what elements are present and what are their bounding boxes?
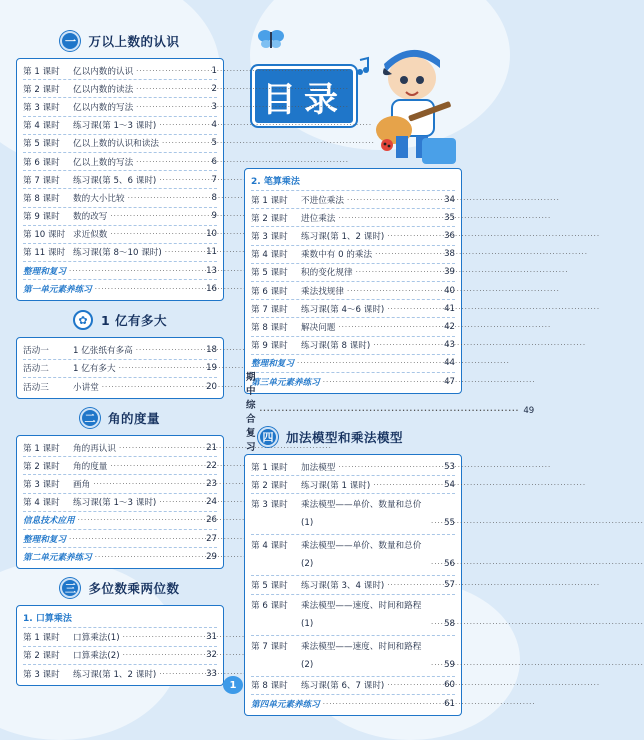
toc-row[interactable]	[23, 135, 217, 153]
toc-row[interactable]	[251, 209, 455, 227]
leader-dots	[375, 250, 441, 258]
unit-yi-title: 1 亿有多大	[100, 313, 168, 329]
leader-dots	[387, 232, 441, 240]
lesson-title: 解决问题	[301, 322, 336, 333]
leader-dots	[119, 444, 203, 452]
leader-dots	[347, 287, 441, 295]
toc-row[interactable]	[23, 189, 217, 207]
lesson-title: 亿以内数的读法	[73, 84, 134, 95]
toc-row[interactable]	[251, 300, 455, 318]
toc-row[interactable]	[251, 494, 455, 535]
butterfly-icon	[258, 28, 284, 50]
unit-3-part-1-lessons	[16, 605, 224, 686]
toc-row[interactable]	[251, 595, 455, 636]
toc-row[interactable]	[251, 318, 455, 336]
leader-dots	[95, 553, 203, 561]
leader-dots	[159, 121, 203, 129]
toc-row[interactable]	[251, 246, 455, 264]
page-number: 60	[444, 680, 455, 691]
page-number: 19	[206, 363, 217, 374]
leader-dots	[159, 670, 203, 678]
page-number: 59	[444, 659, 455, 670]
review-title: 第三单元素养练习	[251, 377, 320, 388]
lesson-number: 第 5 课时	[23, 139, 60, 150]
lesson-number: 第 2 课时	[251, 480, 288, 491]
lesson-number: 第 3 课时	[23, 479, 60, 490]
leader-dots	[338, 214, 441, 222]
page-title-text: 目录	[262, 79, 346, 120]
toc-row[interactable]	[251, 337, 455, 355]
lesson-number: 第 1 课时	[23, 443, 60, 454]
lesson-number: 第 1 课时	[23, 632, 60, 643]
leader-dots	[123, 651, 203, 659]
page-number: 9	[211, 211, 217, 222]
left-column	[16, 26, 224, 694]
toc-row[interactable]	[23, 439, 217, 457]
activity-number: 活动二	[23, 364, 49, 375]
lesson-title: 数的大小比较	[73, 193, 125, 204]
toc-row[interactable]	[23, 80, 217, 98]
toc-row[interactable]	[251, 264, 455, 282]
page-number: 31	[206, 631, 217, 642]
unit-1-lessons	[16, 58, 224, 301]
lesson-title: 乘法模型——单价、数量和总价(2)	[301, 541, 422, 570]
toc-row-review[interactable]	[251, 355, 455, 373]
lesson-number: 第 4 课时	[23, 121, 60, 132]
lesson-number: 第 2 课时	[23, 84, 60, 95]
page-number: 40	[444, 285, 455, 296]
toc-row[interactable]	[23, 341, 217, 359]
lesson-title: 练习课(第 1～3 课时)	[73, 121, 157, 132]
leader-dots	[69, 535, 203, 543]
toc-row-review[interactable]	[23, 548, 217, 566]
leader-dots	[431, 514, 441, 532]
leader-dots	[102, 383, 203, 391]
lesson-number: 第 9 课时	[23, 212, 60, 223]
review-title: 第四单元素养练习	[251, 699, 320, 710]
lesson-title: 乘法找规律	[301, 286, 344, 297]
page-number: 7	[211, 174, 217, 185]
lesson-title: 亿以内数的认识	[73, 66, 134, 77]
toc-row[interactable]	[23, 628, 217, 646]
unit-4-lessons	[244, 454, 462, 716]
lesson-number: 第 3 课时	[23, 669, 60, 680]
toc-row[interactable]	[23, 457, 217, 475]
leader-dots	[162, 139, 203, 147]
activity-number: 活动三	[23, 382, 49, 393]
lesson-number: 第 5 课时	[251, 581, 288, 592]
leader-dots	[119, 364, 203, 372]
page-number: 26	[206, 515, 217, 526]
toc-row[interactable]	[23, 647, 217, 665]
lesson-number: 第 8 课时	[251, 322, 288, 333]
leader-dots	[256, 407, 524, 415]
unit-1-badge: 一	[60, 31, 80, 51]
flower-icon: ✿	[73, 310, 93, 330]
lesson-title: 亿以上数的认识和读法	[73, 139, 159, 150]
leader-dots	[159, 498, 203, 506]
page-number: 56	[444, 559, 455, 570]
page-number: 6	[211, 156, 217, 167]
page-number: 53	[444, 461, 455, 472]
unit-4-title: 加法模型和乘法模型	[286, 430, 404, 446]
lesson-title: 不进位乘法	[301, 195, 344, 206]
unit-2-header	[16, 407, 224, 429]
unit-4-header	[244, 426, 462, 448]
leader-dots	[431, 656, 441, 674]
page-number: 34	[444, 194, 455, 205]
leader-dots	[123, 633, 203, 641]
toc-row-review[interactable]	[251, 695, 455, 713]
leader-dots	[347, 196, 441, 204]
unit-1-header	[16, 30, 224, 52]
page-number: 39	[444, 267, 455, 278]
review-title: 整理和复习	[251, 359, 294, 370]
page-number: 54	[444, 479, 455, 490]
leader-dots	[387, 681, 441, 689]
lesson-number: 第 9 课时	[251, 341, 288, 352]
review-title: 第二单元素养练习	[23, 553, 92, 564]
unit-3-header	[16, 577, 224, 599]
lesson-title: 练习课(第 1、2 课时)	[301, 231, 385, 242]
lesson-number: 第 5 课时	[251, 268, 288, 279]
lesson-title: 练习课(第 5、6 课时)	[73, 175, 157, 186]
footer-page-number: 1	[223, 676, 243, 694]
music-note-icon	[356, 58, 370, 76]
toc-row[interactable]	[251, 191, 455, 209]
lesson-number: 第 3 课时	[23, 102, 60, 113]
right-column	[244, 168, 535, 724]
review-title: 整理和复习	[23, 266, 66, 277]
review-title: 信息技术应用	[23, 516, 75, 527]
toc-row[interactable]	[23, 208, 217, 226]
lesson-title: 练习课(第 1、2 课时)	[73, 669, 157, 680]
lesson-title: 口算乘法(2)	[73, 651, 120, 662]
leader-dots	[373, 341, 441, 349]
page-number: 49	[523, 406, 535, 417]
lesson-number: 第 4 课时	[23, 498, 60, 509]
toc-row[interactable]	[23, 98, 217, 116]
page-number: 29	[206, 552, 217, 563]
lesson-title: 角的度量	[73, 461, 108, 472]
leader-dots	[356, 268, 441, 276]
lesson-number: 第 10 课时	[23, 230, 66, 241]
page-number: 13	[206, 265, 217, 276]
page-number: 3	[211, 101, 217, 112]
leader-dots	[323, 700, 441, 708]
toc-row[interactable]	[251, 677, 455, 695]
toc-row-review[interactable]	[23, 262, 217, 280]
page-number: 33	[206, 668, 217, 679]
page-number: 43	[444, 340, 455, 351]
lesson-number: 第 1 课时	[251, 462, 288, 473]
page-number: 42	[444, 321, 455, 332]
unit-2-title: 角的度量	[107, 411, 160, 426]
lesson-title: 进位乘法	[301, 213, 336, 224]
page-number: 10	[206, 229, 217, 240]
page-number: 21	[206, 442, 217, 453]
lesson-title: 乘法模型——单价、数量和总价(1)	[301, 500, 422, 529]
lesson-title: 练习课(第 8～10 课时)	[73, 248, 162, 259]
toc-row[interactable]	[251, 476, 455, 494]
page-number: 44	[444, 358, 455, 369]
activity-title: 1 亿有多大	[73, 364, 116, 375]
page-number: 24	[206, 497, 217, 508]
toc-row[interactable]	[23, 244, 217, 262]
toc-row-review[interactable]	[23, 530, 217, 548]
lesson-title: 积的变化规律	[301, 268, 353, 279]
leader-dots	[128, 194, 203, 202]
lesson-title: 练习课(第 4～6 课时)	[301, 304, 385, 315]
page-number: 38	[444, 249, 455, 260]
toc-row[interactable]	[23, 62, 217, 80]
leader-dots	[323, 378, 441, 386]
lesson-number: 第 1 课时	[23, 66, 60, 77]
unit-3-title: 多位数乘两位数	[88, 581, 180, 597]
page-number: 58	[444, 618, 455, 629]
toc-row[interactable]	[23, 153, 217, 171]
leader-dots	[297, 359, 441, 367]
lesson-number: 第 1 课时	[251, 195, 288, 206]
unit-3-badge: 三	[60, 578, 80, 598]
toc-row[interactable]	[23, 665, 217, 683]
toc-row[interactable]	[251, 576, 455, 594]
lesson-title: 角的再认识	[73, 443, 116, 454]
page-number: 47	[444, 376, 455, 387]
leader-dots	[136, 67, 203, 75]
lesson-title: 口算乘法(1)	[73, 632, 120, 643]
leader-dots	[110, 230, 203, 238]
lesson-title: 练习课(第 3、4 课时)	[301, 581, 385, 592]
unit-3-part-2-lessons	[244, 168, 462, 394]
lesson-number: 第 7 课时	[251, 641, 288, 652]
page-title	[252, 66, 356, 126]
lesson-title: 乘法模型——速度、时间和路程(1)	[301, 600, 422, 629]
lesson-number: 第 2 课时	[23, 651, 60, 662]
toc-row-review[interactable]	[23, 512, 217, 530]
leader-dots	[136, 346, 203, 354]
lesson-number: 第 6 课时	[251, 600, 288, 611]
toc-row[interactable]	[251, 227, 455, 245]
lesson-number: 第 8 课时	[23, 193, 60, 204]
toc-row-review[interactable]	[23, 280, 217, 298]
unit-4-badge: 四	[258, 427, 278, 447]
activity-number: 活动一	[23, 346, 49, 357]
leader-dots	[338, 323, 441, 331]
page-number: 41	[444, 303, 455, 314]
page-number: 11	[206, 247, 217, 258]
ladybug-icon	[380, 138, 394, 152]
page-number: 8	[211, 192, 217, 203]
lesson-number: 第 7 课时	[23, 175, 60, 186]
toc-row[interactable]	[23, 378, 217, 396]
page-number: 61	[444, 698, 455, 709]
page-number: 23	[206, 478, 217, 489]
lesson-title: 练习课(第 1～3 课时)	[73, 498, 157, 509]
leader-dots	[69, 267, 203, 275]
lesson-title: 乘数中有 0 的乘法	[301, 250, 373, 261]
page-number: 32	[206, 650, 217, 661]
page-number: 55	[444, 518, 455, 529]
toc-row[interactable]	[23, 226, 217, 244]
page-number: 36	[444, 230, 455, 241]
boy-with-guitar-illustration	[360, 38, 460, 168]
leader-dots	[159, 176, 203, 184]
section-subheading: 2. 笔算乘法	[251, 172, 455, 191]
page-number: 16	[206, 284, 217, 295]
lesson-number: 第 3 课时	[251, 500, 288, 511]
lesson-title: 画角	[73, 479, 91, 490]
leader-dots	[387, 305, 441, 313]
activity-title: 小讲堂	[73, 382, 99, 393]
toc-row[interactable]	[23, 360, 217, 378]
unit-1-title: 万以上数的认识	[88, 34, 180, 49]
lesson-number: 第 7 课时	[251, 304, 288, 315]
toc-row[interactable]	[251, 458, 455, 476]
review-title: 整理和复习	[23, 534, 66, 545]
lesson-title: 练习课(第 6、7 课时)	[301, 681, 385, 692]
unit-2-lessons	[16, 435, 224, 569]
leader-dots	[110, 462, 203, 470]
midterm-title: 期中综合复习	[246, 372, 256, 454]
toc-row[interactable]	[23, 475, 217, 493]
leader-dots	[136, 85, 203, 93]
unit-yi-activities	[16, 337, 224, 399]
toc-row-review[interactable]	[251, 373, 455, 391]
leader-dots	[165, 248, 203, 256]
toc-row[interactable]	[251, 282, 455, 300]
lesson-title: 练习课(第 1 课时)	[301, 480, 371, 491]
page-number: 18	[206, 345, 217, 356]
lesson-title: 练习课(第 8 课时)	[301, 341, 371, 352]
page-number: 20	[206, 381, 217, 392]
leader-dots	[136, 103, 203, 111]
lesson-number: 第 2 课时	[251, 213, 288, 224]
toc-row[interactable]	[23, 494, 217, 512]
leader-dots	[78, 516, 203, 524]
lesson-number: 第 6 课时	[251, 286, 288, 297]
section-subheading: 1. 口算乘法	[23, 609, 217, 628]
lesson-title: 求近似数	[73, 230, 108, 241]
lesson-number: 第 8 课时	[251, 681, 288, 692]
leader-dots	[431, 555, 441, 573]
lesson-number: 第 11 课时	[23, 248, 66, 259]
leader-dots	[95, 285, 203, 293]
lesson-title: 亿以内数的写法	[73, 102, 134, 113]
review-title: 第一单元素养练习	[23, 285, 92, 296]
leader-dots	[110, 212, 203, 220]
leader-dots	[387, 581, 441, 589]
page-number: 5	[211, 138, 217, 149]
unit-2-badge: 二	[80, 408, 100, 428]
page-number: 2	[211, 83, 217, 94]
lesson-number: 第 2 课时	[23, 461, 60, 472]
leader-dots	[373, 481, 441, 489]
lesson-title: 加法模型	[301, 462, 336, 473]
leader-dots	[431, 615, 441, 633]
lesson-number: 第 4 课时	[251, 250, 288, 261]
lesson-title: 乘法模型——速度、时间和路程(2)	[301, 641, 422, 670]
leader-dots	[136, 158, 203, 166]
page-number: 35	[444, 212, 455, 223]
toc-row[interactable]	[251, 535, 455, 576]
toc-row[interactable]	[23, 171, 217, 189]
lesson-title: 亿以上数的写法	[73, 157, 134, 168]
toc-row[interactable]	[251, 636, 455, 677]
page-number: 22	[206, 460, 217, 471]
page-number: 4	[211, 120, 217, 131]
lesson-number: 第 6 课时	[23, 157, 60, 168]
activity-title: 1 亿张纸有多高	[73, 346, 133, 357]
leader-dots	[93, 480, 203, 488]
page-number: 1	[211, 65, 217, 76]
unit-yi-header	[16, 309, 224, 331]
page-number: 57	[444, 580, 455, 591]
lesson-title: 数的改写	[73, 212, 108, 223]
toc-row[interactable]	[23, 117, 217, 135]
lesson-number: 第 4 课时	[251, 541, 288, 552]
lesson-number: 第 3 课时	[251, 231, 288, 242]
leader-dots	[338, 463, 441, 471]
page-number: 27	[206, 533, 217, 544]
